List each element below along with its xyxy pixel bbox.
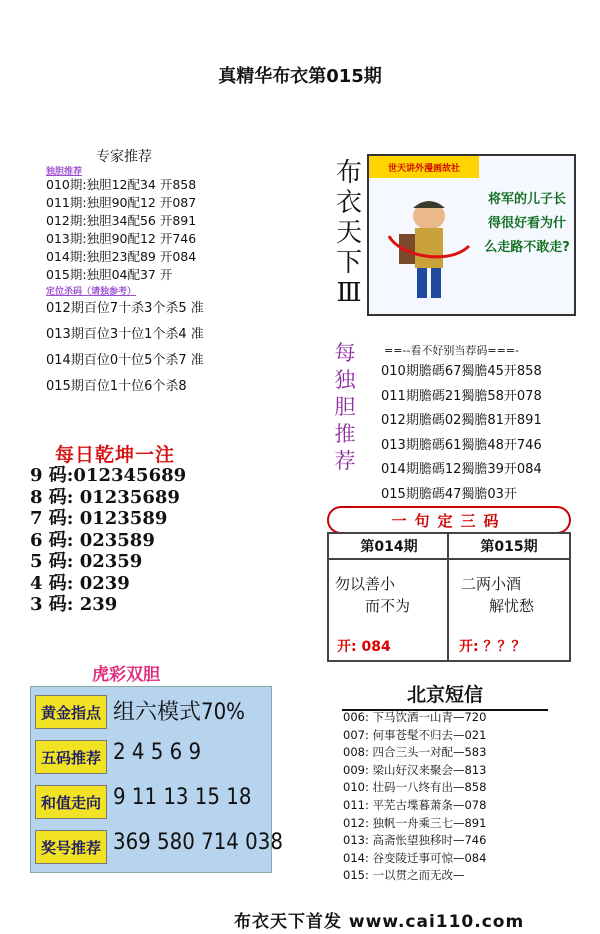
huca-heading: 虎彩双胆 xyxy=(92,665,160,685)
comic-strip: 世天讲外漫画故社 xyxy=(369,156,479,178)
position-label: 定位杀码（请独参考） xyxy=(46,287,137,297)
position-row: 014期百位0十位5个杀7 准 xyxy=(46,353,204,368)
dudan-label: 独胆推荐 xyxy=(46,167,83,177)
daily-row: 3 码: 239 xyxy=(30,594,118,615)
beijing-row: 008: 四合三头一对配—583 xyxy=(343,745,487,760)
huca-row xyxy=(31,779,271,823)
daily-row: 9 码:012345689 xyxy=(30,465,187,486)
huca-row-label: 黄金指点 xyxy=(35,695,107,729)
expert-heading: 专家推荐 xyxy=(96,149,152,165)
beijing-row: 015: 一以贯之而无改— xyxy=(343,868,465,883)
yiju-col1-head: 第014期 xyxy=(360,539,418,555)
beijing-row: 006: 下马饮酒一山青—720 xyxy=(343,710,487,724)
beijing-heading: 北京短信 xyxy=(342,680,548,711)
meidu-row: 015期膽碼47獨膽03开 xyxy=(381,486,517,502)
meidu-row: 012期膽碼02獨膽81开891 xyxy=(381,413,542,428)
position-row: 012期百位7十杀3个杀5 准 xyxy=(46,301,204,316)
beijing-row: 014: 谷变陵迁事可惊—084 xyxy=(343,850,487,865)
daily-list xyxy=(30,465,186,616)
buyi-vertical-title: 布衣天下Ⅲ xyxy=(335,158,362,308)
huca-row-label: 奖号推荐 xyxy=(35,830,107,864)
position-list xyxy=(46,296,204,400)
huca-row-value: 组六模式70% xyxy=(113,700,245,725)
dudan-row: 015期:独胆04配37 开 xyxy=(46,267,173,282)
huca-row xyxy=(31,734,271,778)
daily-row: 8 码: 01235689 xyxy=(30,486,180,508)
yiju-col1-phrase-2: 而不为 xyxy=(365,597,411,615)
yiju-table xyxy=(327,532,571,662)
huca-row-label: 和值走向 xyxy=(35,785,107,819)
huca-row-value: 369 580 714 038 xyxy=(113,830,283,855)
beijing-row: 009: 梁山好汉来聚会—813 xyxy=(343,762,487,777)
beijing-row: 013: 高斋怅望独移时—746 xyxy=(343,833,487,848)
yiju-col2-phrase-2: 解忧愁 xyxy=(489,597,535,615)
dudan-row: 012期:独胆34配56 开891 xyxy=(46,213,197,228)
daily-row: 6 码: 023589 xyxy=(30,529,155,551)
meidu-list xyxy=(381,360,542,507)
meidu-vertical-title: 每独胆推荐 xyxy=(334,341,356,473)
yiju-divider xyxy=(447,534,449,660)
meidu-row: 011期膽碼21獨膽58开078 xyxy=(381,388,542,404)
yiju-col2-phrase-1: 二两小酒 xyxy=(461,575,522,593)
yiju-col2-result: 开: ？？？ xyxy=(459,639,526,655)
dudan-row: 013期:独胆90配12 开746 xyxy=(46,231,197,246)
huca-row-value: 9 11 13 15 18 xyxy=(113,785,252,810)
meidu-row: 010期膽碼67獨膽45开858 xyxy=(381,364,542,379)
yiju-col1-result: 开: 084 xyxy=(337,639,391,655)
meidu-row: 014期膽碼12獨膽39开084 xyxy=(381,462,542,477)
meidu-header: ==--看不好别当荐码===- xyxy=(384,344,519,357)
huca-grid xyxy=(30,686,283,873)
yiju-col1-phrase-1: 勿以善小 xyxy=(335,575,396,593)
dudan-row: 014期:独胆23配89 开084 xyxy=(46,249,197,264)
beijing-row: 011: 平芜古堞暮萧条—078 xyxy=(343,797,487,812)
beijing-row: 010: 壮码一八终有出—858 xyxy=(343,780,487,795)
daily-heading: 每日乾坤一注 xyxy=(55,444,176,466)
huca-row xyxy=(31,689,271,733)
position-row: 013期百位3十位1个杀4 准 xyxy=(46,327,204,342)
beijing-row: 007: 何事苍髦不归去—021 xyxy=(343,727,487,742)
comic-caption: 将军的儿子长得很好看为什么走路不敢走? xyxy=(484,192,570,255)
beijing-row: 012: 独帆一舟乘三七—891 xyxy=(343,815,487,830)
meidu-row: 013期膽碼61獨膽48开746 xyxy=(381,437,542,453)
yiju-banner: 一句定三码 xyxy=(327,506,571,534)
huca-row-label: 五码推荐 xyxy=(35,740,107,774)
dudan-row: 011期:独胆90配12 开087 xyxy=(46,195,197,210)
daily-row: 4 码: 0239 xyxy=(30,572,130,594)
yiju-divider xyxy=(329,558,569,560)
dudan-row: 010期:独胆12配34 开858 xyxy=(46,177,197,192)
yiju-col2-head: 第015期 xyxy=(480,539,538,555)
beijing-list xyxy=(343,709,486,885)
daily-row: 5 码: 02359 xyxy=(30,551,143,572)
position-row: 015期百位1十位6个杀8 xyxy=(46,379,187,394)
dudan-list xyxy=(46,176,196,284)
page-title: 真精华布衣第015期 xyxy=(218,66,382,87)
huca-row xyxy=(31,824,283,868)
footer-site: 布衣天下首发 www.cai110.com xyxy=(234,912,525,932)
daily-row: 7 码: 0123589 xyxy=(30,508,168,529)
huca-row-value: 2 4 5 6 9 xyxy=(113,740,202,765)
